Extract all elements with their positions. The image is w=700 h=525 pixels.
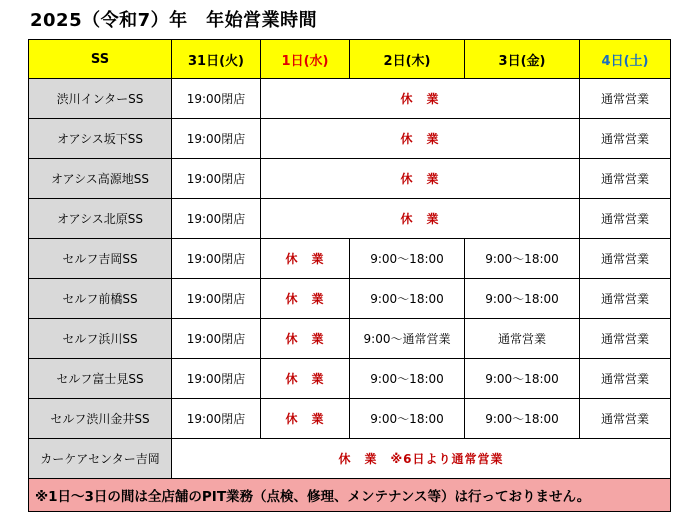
header-1: 1日(水): [261, 40, 350, 79]
header-row: [29, 40, 671, 79]
cell-31: 19:00閉店: [172, 359, 261, 399]
cell-31: 19:00閉店: [172, 279, 261, 319]
store-name: セルフ吉岡SS: [29, 239, 172, 279]
header-4: 4日(土): [580, 40, 671, 79]
cell-closed-all: 休 業 ※6日より通常営業: [172, 439, 671, 479]
cell-closed: 休 業: [261, 199, 580, 239]
cell-1: 休 業: [261, 319, 350, 359]
cell-3: 通常営業: [465, 319, 580, 359]
cell-closed: 休 業: [261, 79, 580, 119]
cell-1: 休 業: [261, 399, 350, 439]
store-name: 渋川インターSS: [29, 79, 172, 119]
cell-31: 19:00閉店: [172, 119, 261, 159]
table-row: [29, 319, 671, 359]
cell-closed: 休 業: [261, 159, 580, 199]
table-row: [29, 199, 671, 239]
store-name: オアシス北原SS: [29, 199, 172, 239]
note-row: [29, 479, 671, 512]
cell-2: 9:00～18:00: [350, 279, 465, 319]
pit-note: ※1日～3日の間は全店舗のPIT業務（点検、修理、メンテナンス等）は行っておりません。: [29, 479, 671, 512]
cell-closed: 休 業: [261, 119, 580, 159]
header-2: 2日(木): [350, 40, 465, 79]
cell-1: 休 業: [261, 279, 350, 319]
store-name: オアシス高源地SS: [29, 159, 172, 199]
cell-4: 通常営業: [580, 199, 671, 239]
cell-31: 19:00閉店: [172, 319, 261, 359]
table-row: [29, 239, 671, 279]
cell-4: 通常営業: [580, 399, 671, 439]
cell-2: 9:00～18:00: [350, 239, 465, 279]
cell-4: 通常営業: [580, 239, 671, 279]
cell-2: 9:00～18:00: [350, 399, 465, 439]
cell-4: 通常営業: [580, 319, 671, 359]
schedule-table: [28, 39, 671, 512]
table-row: [29, 119, 671, 159]
cell-1: 休 業: [261, 239, 350, 279]
store-name: カーケアセンター吉岡: [29, 439, 172, 479]
table-row: [29, 279, 671, 319]
cell-1: 休 業: [261, 359, 350, 399]
cell-4: 通常営業: [580, 359, 671, 399]
cell-31: 19:00閉店: [172, 399, 261, 439]
store-name: セルフ浜川SS: [29, 319, 172, 359]
cell-2: 9:00～18:00: [350, 359, 465, 399]
cell-3: 9:00～18:00: [465, 279, 580, 319]
cell-3: 9:00～18:00: [465, 239, 580, 279]
header-3: 3日(金): [465, 40, 580, 79]
cell-4: 通常営業: [580, 119, 671, 159]
table-row: [29, 399, 671, 439]
cell-2: 9:00～通常営業: [350, 319, 465, 359]
table-row: [29, 79, 671, 119]
cell-4: 通常営業: [580, 279, 671, 319]
store-name: セルフ渋川金井SS: [29, 399, 172, 439]
header-ss: SS: [29, 40, 172, 79]
cell-31: 19:00閉店: [172, 239, 261, 279]
cell-31: 19:00閉店: [172, 199, 261, 239]
cell-3: 9:00～18:00: [465, 359, 580, 399]
cell-4: 通常営業: [580, 79, 671, 119]
page-title: 2025（令和7）年 年始営業時間: [30, 10, 318, 31]
cell-31: 19:00閉店: [172, 159, 261, 199]
store-name: オアシス坂下SS: [29, 119, 172, 159]
table-row: [29, 439, 671, 479]
header-31: 31日(火): [172, 40, 261, 79]
cell-31: 19:00閉店: [172, 79, 261, 119]
table-row: [29, 159, 671, 199]
cell-3: 9:00～18:00: [465, 399, 580, 439]
table-row: [29, 359, 671, 399]
store-name: セルフ前橋SS: [29, 279, 172, 319]
store-name: セルフ富士見SS: [29, 359, 172, 399]
cell-4: 通常営業: [580, 159, 671, 199]
